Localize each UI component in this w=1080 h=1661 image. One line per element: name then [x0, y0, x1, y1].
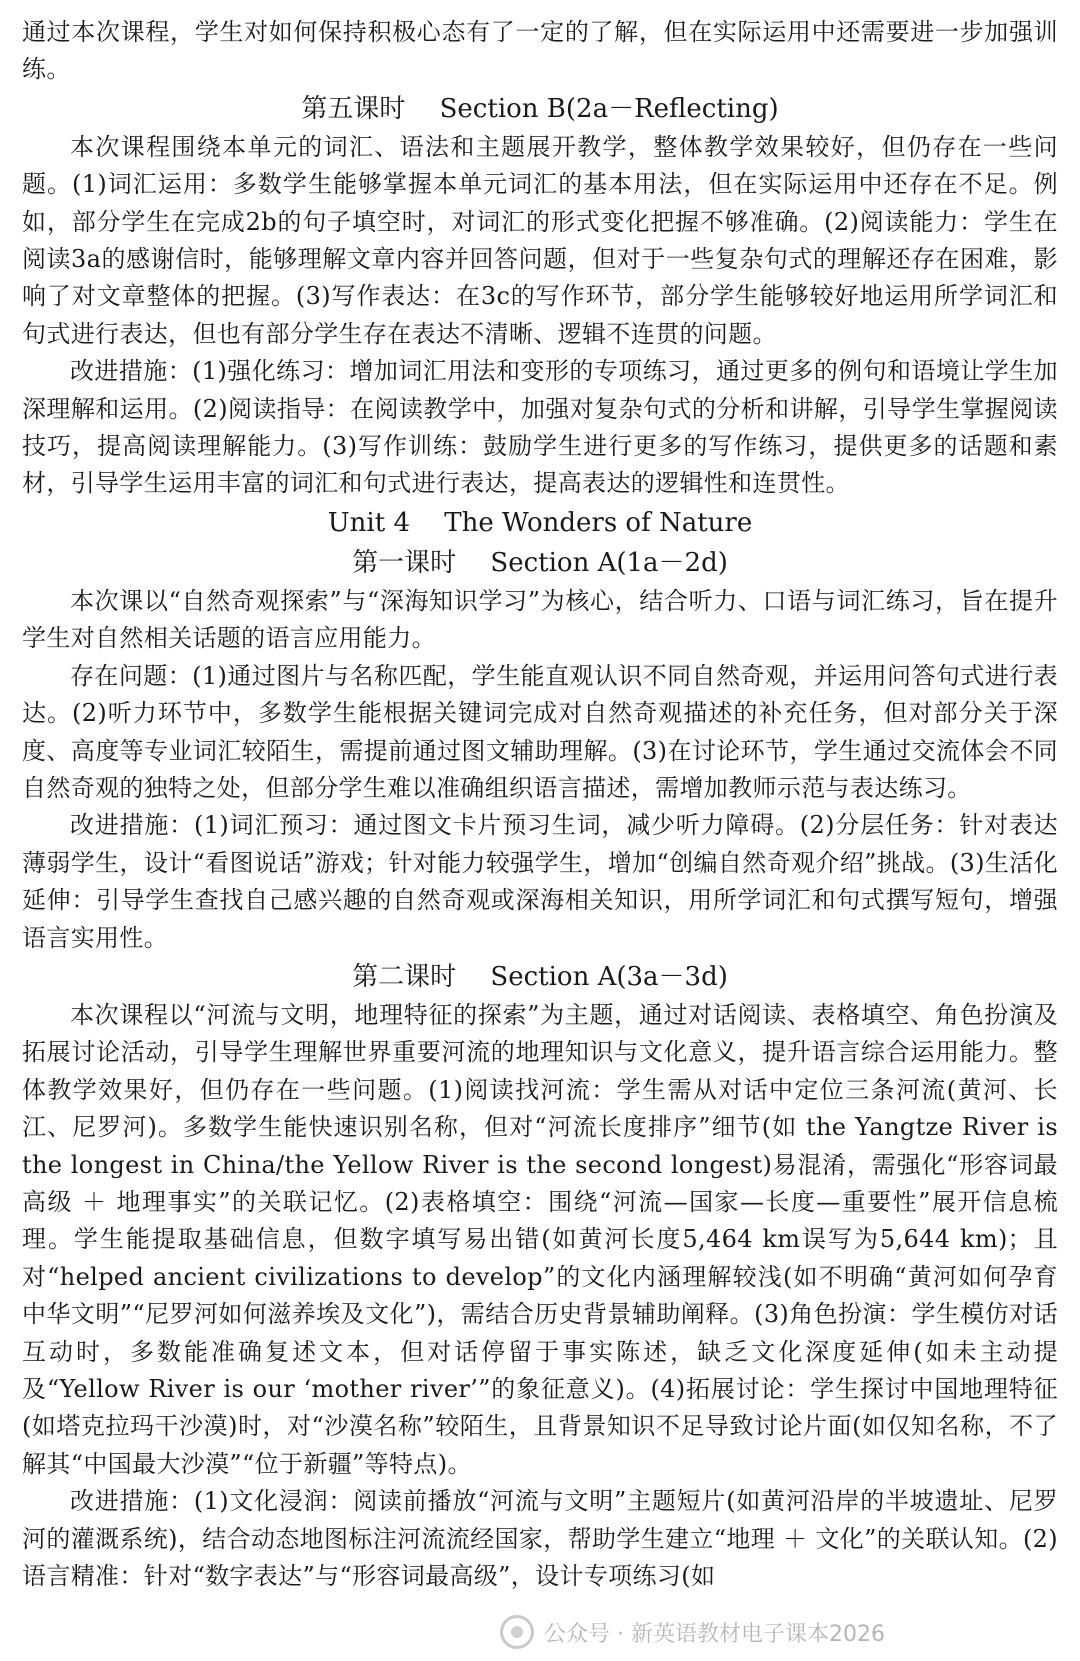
- heading-lesson1-section-a: 第一课时 Section A(1a－2d): [352, 547, 728, 578]
- paragraph-lesson1-intro: 本次课以“自然奇观探索”与“深海知识学习”为核心，结合听力、口语与词汇练习，旨在提升学生对自然相关话题的语言应用能力。: [22, 586, 1058, 653]
- paragraph-lesson1-measures: 改进措施：(1)词汇预习：通过图文卡片预习生词，减少听力障碍。(2)分层任务：针对表达薄弱学生，设计“看图说话”游戏；针对能力较强学生，增加“创编自然奇观介绍”挑战。(3)生活化延伸：引导学生查找自己感兴趣的自然奇观或深海相关知识，用所学词汇和句式撰写短句，增强语言实用性。: [22, 811, 1058, 952]
- heading-unit4-title: Unit 4 The Wonders of Nature: [327, 507, 753, 538]
- paragraph-intro-closing: 通过本次课程，学生对如何保持积极心态有了一定的了解，但在实际运用中还需要进一步加强训练。: [22, 18, 1058, 84]
- watermark: [500, 1612, 1060, 1652]
- heading-lesson2-section-a: 第二课时 Section A(3a－3d): [352, 961, 728, 992]
- paragraph-lesson5-measures: 改进措施：(1)强化练习：增加词汇用法和变形的专项练习，通过更多的例句和语境让学生加深理解和运用。(2)阅读指导：在阅读教学中，加强对复杂句式的分析和讲解，引导学生掌握阅读技巧，提高阅读理解能力。(3)写作训练：鼓励学生进行更多的写作练习，提供更多的话题和素材，引导学生运用丰富的词汇和句式进行表达，提高表达的逻辑性和连贯性。: [22, 357, 1058, 498]
- paragraph-lesson5-problems: 本次课程围绕本单元的词汇、语法和主题展开教学，整体教学效果较好，但仍存在一些问题。(1)词汇运用：多数学生能够掌握本单元词汇的基本用法，但在实际运用中还存在不足。例如，部分学生在完成2b的句子填空时，对词汇的形式变化把握不够准确。(2)阅读能力：学生在阅读3a的感谢信时，能够理解文章内容并回答问题，但对于一些复杂句式的理解还存在困难，影响了对文章整体的把握。(3)写作表达：在3c的写作环节，部分学生能够较好地运用所学词汇和句式进行表达，但也有部分学生存在表达不清晰、逻辑不连贯的问题。: [22, 132, 1058, 348]
- wechat-logo-icon: [500, 1615, 534, 1649]
- paragraph-lesson2-measures: 改进措施：(1)文化浸润：阅读前播放“河流与文明”主题短片(如黄河沿岸的半坡遗址、尼罗河的灌溉系统)，结合动态地图标注河流流经国家，帮助学生建立“地理 ＋ 文化”的关联认知。(2)语言精准：针对“数字表达”与“形容词最高级”，设计专项练习(如: [22, 1487, 1058, 1591]
- document-page: [22, 14, 1058, 1595]
- heading-lesson5-section-b: 第五课时 Section B(2a－Reflecting): [301, 93, 779, 124]
- paragraph-lesson1-problems: 存在问题：(1)通过图片与名称匹配，学生能直观认识不同自然奇观，并运用问答句式进行表达。(2)听力环节中，多数学生能根据关键词完成对自然奇观描述的补充任务，但对部分关于深度、高度等专业词汇较陌生，需提前通过图文辅助理解。(3)在讨论环节，学生通过交流体会不同自然奇观的独特之处，但部分学生难以准确组织语言描述，需增加教师示范与表达练习。: [22, 661, 1058, 802]
- watermark-text: 公众号 · 新英语教材电子课本2026: [544, 1621, 885, 1647]
- paragraph-lesson2-problems: 本次课程以“河流与文明，地理特征的探索”为主题，通过对话阅读、表格填空、角色扮演及拓展讨论活动，引导学生理解世界重要河流的地理知识与文化意义，提升语言综合运用能力。整体教学效果好，但仍存在一些问题。(1)阅读找河流：学生需从对话中定位三条河流(黄河、长江、尼罗河)。多数学生能快速识别名称，但对“河流长度排序”细节(如 the Yangtze River is the longest in China/the Yellow River is the second longest)易混淆，需强化“形容词最高级 ＋ 地理事实”的关联记忆。(2)表格填空：围绕“河流—国家—长度—重要性”展开信息梳理。学生能提取基础信息，但数字填写易出错(如黄河长度5,464 km误写为5,644 km)；且对“helped ancient civilizations to develop”的文化内涵理解较浅(如不明确“黄河如何孕育中华文明”“尼罗河如何滋养埃及文化”)，需结合历史背景辅助阐释。(3)角色扮演：学生模仿对话互动时，多数能准确复述文本，但对话停留于事实陈述，缺乏文化深度延伸(如未主动提及“Yellow River is our ‘mother river’”的象征意义)。(4)拓展讨论：学生探讨中国地理特征(如塔克拉玛干沙漠)时，对“沙漠名称”较陌生，且背景知识不足导致讨论片面(如仅知名称，不了解其“中国最大沙漠”“位于新疆”等特点)。: [22, 1000, 1058, 1478]
